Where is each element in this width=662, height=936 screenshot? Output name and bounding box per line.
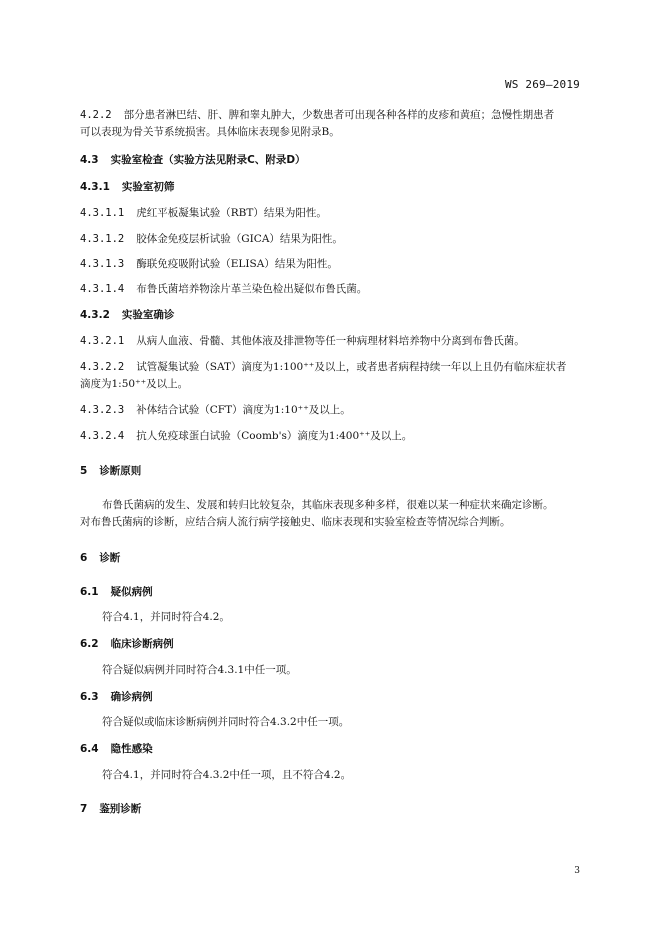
- section-5-heading: [80, 463, 595, 480]
- clause-4-3-2-3: [80, 402, 595, 419]
- section-number: 5: [80, 465, 88, 477]
- body-text: 符合疑似或临床诊断病例并同时符合4.3.2中任一项。: [102, 716, 350, 728]
- section-number: 6.2: [80, 638, 99, 650]
- section-6-4-body: [80, 767, 595, 784]
- section-number: 4.3.1: [80, 181, 110, 193]
- section-number: 4.3: [80, 154, 99, 166]
- clause-number: 4.3.2.2: [80, 361, 125, 373]
- section-6-1-body: [80, 609, 595, 626]
- diagnosis-principle-paragraph: [80, 497, 595, 531]
- clause-number: 4.3.1.1: [80, 207, 125, 219]
- clause-text-line-2: 滴度为1:50⁺⁺及以上。: [80, 378, 189, 390]
- clause-text: 酶联免疫吸附试验（ELISA）结果为阳性。: [136, 258, 338, 270]
- section-title: 疑似病例: [110, 586, 153, 598]
- page-number: 3: [574, 866, 580, 876]
- section-6-3-body: [80, 714, 595, 731]
- section-6-1-heading: [80, 584, 595, 601]
- section-number: 6.1: [80, 586, 99, 598]
- clause-text: 虎红平板凝集试验（RBT）结果为阳性。: [136, 207, 327, 219]
- clause-4-3-1-4: [80, 281, 595, 298]
- document-id: WS 269—2019: [504, 78, 580, 91]
- section-6-2-body: [80, 662, 595, 679]
- section-title: 实验室检查（实验方法见附录C、附录D）: [110, 154, 306, 166]
- clause-number: 4.3.1.2: [80, 233, 125, 245]
- clause-4-3-2-4: [80, 428, 595, 445]
- body-text: 符合4.1，并同时符合4.3.2中任一项，且不符合4.2。: [102, 769, 352, 781]
- clause-number: 4.2.2: [80, 109, 112, 121]
- section-title: 实验室确诊: [121, 309, 175, 321]
- clause-text-line-1: 部分患者淋巴结、肝、脾和睾丸肿大，少数患者可出现各种各样的皮疹和黄疸；急慢性期患者: [123, 109, 555, 121]
- section-number: 6.3: [80, 691, 99, 703]
- paragraph-line-1: 布鲁氏菌病的发生、发展和转归比较复杂，其临床表现多种多样，很难以某一种症状来确定诊断。: [102, 499, 554, 511]
- body-text: 符合4.1，并同时符合4.2。: [102, 611, 230, 623]
- section-title: 临床诊断病例: [110, 638, 174, 650]
- clause-4-3-1-2: [80, 231, 595, 248]
- section-7-heading: [80, 801, 595, 818]
- section-title: 隐性感染: [110, 743, 153, 755]
- section-title: 鉴别诊断: [99, 803, 142, 815]
- clause-number: 4.3.2.1: [80, 335, 125, 347]
- section-title: 实验室初筛: [121, 181, 175, 193]
- clause-4-3-1-1: [80, 205, 595, 222]
- section-number: 6: [80, 552, 88, 564]
- clause-text: 从病人血液、骨髓、其他体液及排泄物等任一种病理材料培养物中分离到布鲁氏菌。: [136, 335, 525, 347]
- clause-number: 4.3.2.3: [80, 404, 125, 416]
- section-number: 4.3.2: [80, 309, 110, 321]
- clause-text: 抗人免疫球蛋白试验（Coomb's）滴度为1:400⁺⁺及以上。: [136, 430, 413, 442]
- section-title: 确诊病例: [110, 691, 153, 703]
- clause-text: 胶体金免疫层析试验（GICA）结果为阳性。: [136, 233, 343, 245]
- body-text: 符合疑似病例并同时符合4.3.1中任一项。: [102, 664, 297, 676]
- section-4-3-1-heading: [80, 179, 595, 196]
- section-title: 诊断原则: [99, 465, 142, 477]
- clause-4-2-2: [80, 107, 595, 141]
- section-6-3-heading: [80, 689, 595, 706]
- section-title: 诊断: [99, 552, 121, 564]
- clause-number: 4.3.1.4: [80, 283, 125, 295]
- paragraph-line-2: 对布鲁氏菌病的诊断，应结合病人流行病学接触史、临床表现和实验室检查等情况综合判断。: [80, 516, 511, 528]
- clause-text: 布鲁氏菌培养物涂片革兰染色检出疑似布鲁氏菌。: [136, 283, 368, 295]
- clause-text-line-1: 试管凝集试验（SAT）滴度为1:100⁺⁺及以上，或者患者病程持续一年以上且仍有临床症状者: [136, 361, 567, 373]
- clause-4-3-1-3: [80, 256, 595, 273]
- section-6-4-heading: [80, 741, 595, 758]
- section-number: 7: [80, 803, 88, 815]
- clause-4-3-2-1: [80, 333, 595, 350]
- clause-number: 4.3.2.4: [80, 430, 125, 442]
- clause-4-3-2-2: [80, 359, 595, 393]
- section-6-2-heading: [80, 636, 595, 653]
- section-4-3-heading: [80, 152, 595, 169]
- section-number: 6.4: [80, 743, 99, 755]
- clause-text: 补体结合试验（CFT）滴度为1:10⁺⁺及以上。: [136, 404, 351, 416]
- section-6-heading: [80, 550, 595, 567]
- clause-number: 4.3.1.3: [80, 258, 125, 270]
- section-4-3-2-heading: [80, 307, 595, 324]
- clause-text-line-2: 可以表现为骨关节系统损害。具体临床表现参见附录B。: [80, 126, 340, 138]
